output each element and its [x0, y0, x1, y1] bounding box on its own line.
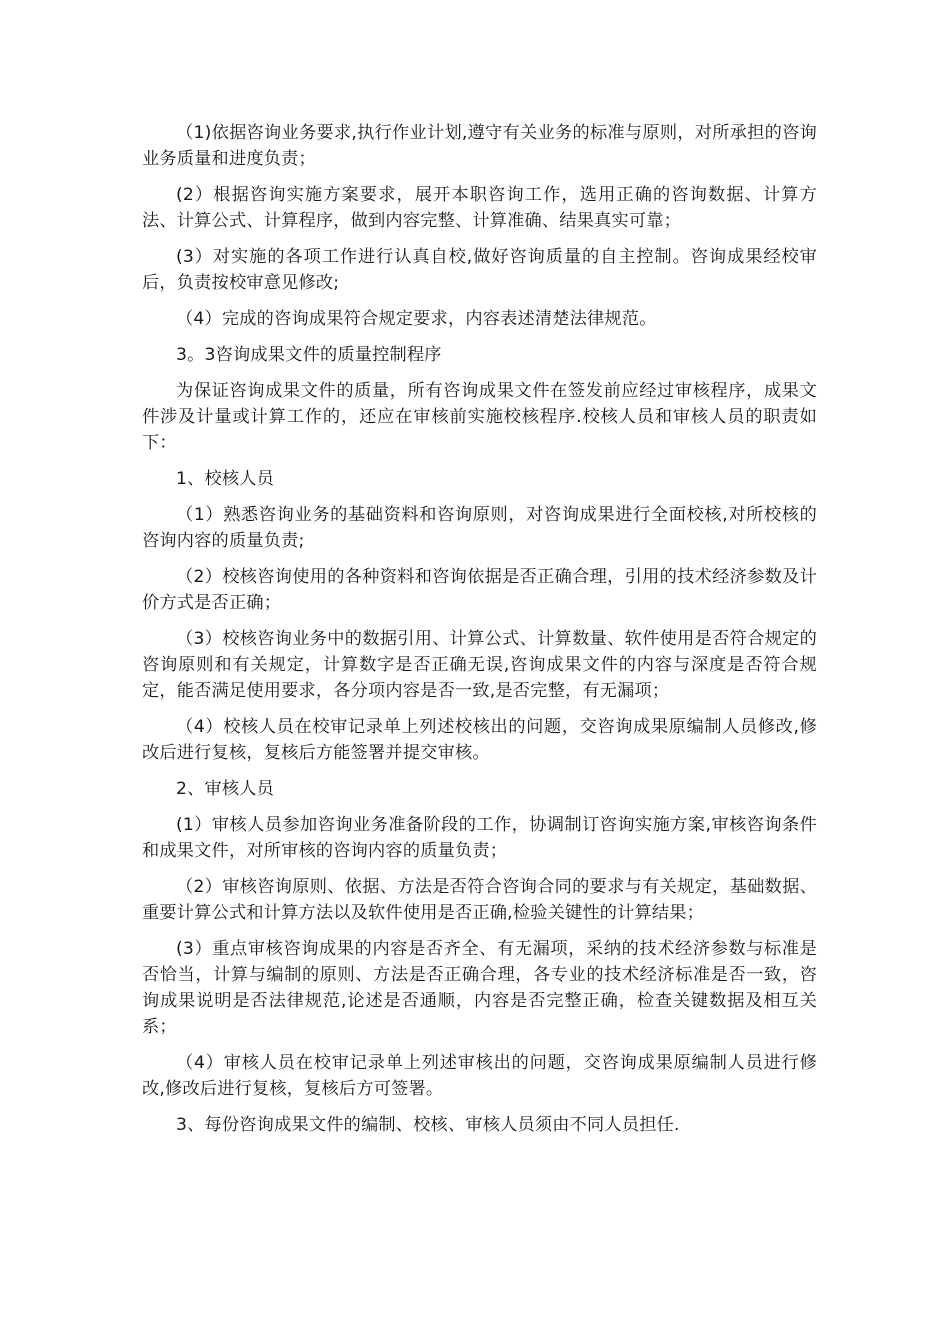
paragraph-4: （4）完成的咨询成果符合规定要求，内容表述清楚法律规范。	[176, 309, 657, 329]
paragraph-intro: 为保证咨询成果文件的质量，所有咨询成果文件在签发前应经过审核程序，成果文件涉及计量或计算工作的，还应在审核前实施校核程序.校核人员和审核人员的职责如下：	[142, 381, 817, 453]
subheading-checker: 1、校核人员	[176, 469, 275, 489]
paragraph-checker-2: （2）校核咨询使用的各种资料和咨询依据是否正确合理，引用的技术经济参数及计价方式是否正确；	[142, 567, 817, 613]
subheading-reviewer: 2、审核人员	[176, 779, 275, 799]
paragraph-3: (3）对实施的各项工作进行认真自校,做好咨询质量的自主控制。咨询成果经校审后，负责按校审意见修改;	[142, 247, 817, 293]
paragraph-reviewer-3: (3）重点审核咨询成果的内容是否齐全、有无漏项，采纳的技术经济参数与标准是否恰当，计算与编制的原则、方法是否正确合理，各专业的技术经济标准是否一致，咨询成果说明是否法律规范,论述是否通顺，内容是否完整正确，检查关键数据及相互关系；	[142, 939, 817, 1037]
paragraph-reviewer-1: (1）审核人员参加咨询业务准备阶段的工作，协调制订咨询实施方案,审核咨询条件和成果文件，对所审核的咨询内容的质量负责；	[142, 815, 817, 861]
document-page	[142, 120, 817, 1148]
paragraph-checker-4: （4）校核人员在校审记录单上列述校核出的问题，交咨询成果原编制人员修改,修改后进行复核，复核后方能签署并提交审核。	[142, 717, 817, 763]
paragraph-checker-3: （3）校核咨询业务中的数据引用、计算公式、计算数量、软件使用是否符合规定的咨询原则和有关规定，计算数字是否正确无误,咨询成果文件的内容与深度是否符合规定，能否满足使用要求，各分项内容是否一致,是否完整，有无漏项；	[142, 629, 817, 701]
paragraph-checker-1: （1）熟悉咨询业务的基础资料和咨询原则，对咨询成果进行全面校核,对所校核的咨询内容的质量负责;	[142, 505, 817, 551]
paragraph-1: （1)依据咨询业务要求,执行作业计划,遵守有关业务的标准与原则，对所承担的咨询业务质量和进度负责；	[142, 123, 817, 169]
section-heading-3-3: 3。3咨询成果文件的质量控制程序	[176, 345, 442, 365]
paragraph-2: (2）根据咨询实施方案要求，展开本职咨询工作，选用正确的咨询数据、计算方法、计算公式、计算程序，做到内容完整、计算准确、结果真实可靠；	[142, 185, 817, 231]
paragraph-reviewer-2: （2）审核咨询原则、依据、方法是否符合咨询合同的要求与有关规定，基础数据、重要计算公式和计算方法以及软件使用是否正确,检验关键性的计算结果；	[142, 877, 817, 923]
paragraph-final-rule: 3、每份咨询成果文件的编制、校核、审核人员须由不同人员担任.	[176, 1115, 680, 1135]
paragraph-reviewer-4: （4）审核人员在校审记录单上列述审核出的问题，交咨询成果原编制人员进行修改,修改后进行复核，复核后方可签署。	[142, 1053, 817, 1099]
